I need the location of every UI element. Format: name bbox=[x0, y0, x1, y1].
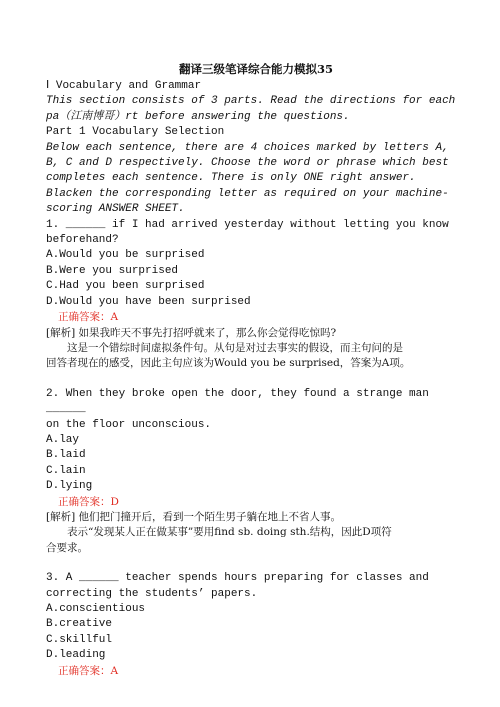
question-2 bbox=[46, 387, 466, 556]
analysis-explanation: 这是一个错综时间虚拟条件句。从句是对过去事实的假设，而主句问的是 bbox=[67, 341, 403, 354]
option-c: C.lain bbox=[46, 464, 86, 477]
option-c: C.Had you been surprised bbox=[46, 280, 205, 293]
question-1 bbox=[46, 218, 466, 372]
question-stem: 3. A ______ teacher spends hours preparing for classes and bbox=[46, 572, 429, 585]
correct-answer: 正确答案：D bbox=[58, 495, 119, 508]
option-d: D.leading bbox=[46, 649, 106, 662]
spacer bbox=[46, 556, 466, 571]
option-b: B.laid bbox=[46, 449, 86, 462]
correct-answer: 正确答案：A bbox=[58, 311, 119, 324]
analysis-translation: [解析] 他们把门撞开后，看到一个陌生男子躺在地上不省人事。 bbox=[46, 510, 342, 523]
analysis-explanation-cont: 回答者现在的感受，因此主句应该为Would you be surprised，答案为A项。 bbox=[46, 357, 411, 370]
option-d: D.Would you have been surprised bbox=[46, 295, 251, 308]
part-heading: Part 1 Vocabulary Selection bbox=[46, 126, 225, 139]
spacer bbox=[46, 372, 466, 387]
question-stem-cont: beforehand? bbox=[46, 234, 119, 247]
page-title: 翻译三级笔译综合能力模拟35 bbox=[178, 62, 333, 76]
option-d: D.lying bbox=[46, 480, 93, 493]
question-3 bbox=[46, 571, 466, 679]
correct-answer: 正确答案：A bbox=[58, 664, 119, 677]
analysis-translation: [解析] 如果我昨天不事先打招呼就来了，那么你会觉得吃惊吗? bbox=[46, 326, 337, 339]
option-b: B.creative bbox=[46, 618, 113, 631]
question-stem-cont: correcting the students’ papers. bbox=[46, 587, 258, 600]
option-a: A.lay bbox=[46, 433, 80, 446]
part-directions: Below each sentence, there are 4 choices marked by letters A, B, C and D respectively. Choose the word or phrase which best completes each sentence. There is only ONE right answer. Blacken the corresponding letter as required on your machine-scoring ANSWER SHEET. bbox=[46, 141, 449, 216]
document-page bbox=[46, 62, 466, 679]
option-c: C.skillful bbox=[46, 633, 113, 646]
option-a: A.conscientious bbox=[46, 603, 146, 615]
question-stem: 2. When they broke open the door, they found a strange man ______ bbox=[46, 387, 429, 416]
option-b: B.Were you surprised bbox=[46, 264, 179, 277]
section-intro: This section consists of 3 parts. Read the directions for each pa（江南博哥）rt before answering the questions. bbox=[46, 95, 456, 123]
analysis-explanation-cont: 合要求。 bbox=[46, 541, 88, 554]
option-a: A.Would you be surprised bbox=[46, 249, 205, 262]
section-heading: Ⅰ Vocabulary and Grammar bbox=[46, 80, 202, 92]
question-stem-cont: on the floor unconscious. bbox=[46, 418, 212, 431]
question-stem: 1. ______ if I had arrived yesterday without letting you know bbox=[46, 218, 449, 231]
analysis-explanation: 表示“发现某人正在做某事”要用find sb. doing sth.结构，因此D项符 bbox=[67, 526, 392, 539]
